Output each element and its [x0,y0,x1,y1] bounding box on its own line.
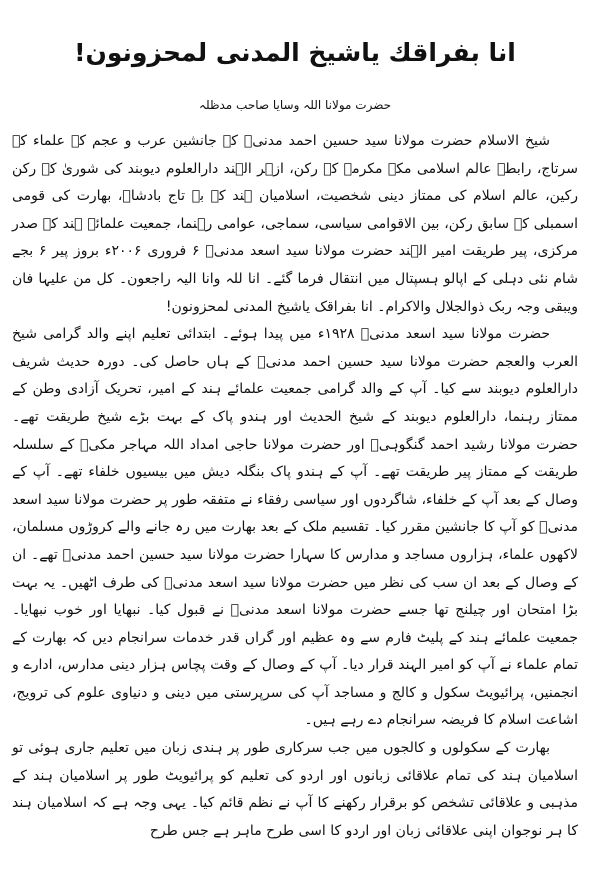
article-title: انا بفراقك ياشيخ المدنى لمحزونون! [74,38,516,67]
paragraph: حضرت مولانا سید اسعد مدنیؒ ۱۹۲۸ء میں پیدا ہوئے۔ ابتدائی تعلیم اپنے والد گرامی شیخ العرب والعجم حضرت مولانا سید حسین احمد مدنیؒ کے ہاں حاصل کی۔ دورہ حدیث شریف دارالعلوم دیوبند سے کیا۔ آپ کے والد گرامی جمعیت علمائے ہند کے امیر، تحریک آزادی وطن کے ممتاز رہنما، دارالعلوم دیوبند کے شیخ الحدیث اور ہندو پاک کے بہت بڑے شیخ طریقت تھے۔ حضرت مولانا رشید احمد گنگوہیؒ اور حضرت مولانا حاجی امداد اللہ مہاجر مکیؒ کے سلسلہ طریقت کے ممتاز پیر طریقت تھے۔ آپ کے ہندو پاک بنگلہ دیش میں بیسیوں خلفاء تھے۔ آپ کے وصال کے بعد آپ کے خلفاء، شاگردوں اور سیاسی رفقاء نے متفقہ طور پر حضرت مولانا سید اسعد مدنیؒ کو آپ کا جانشین مقرر کیا۔ تقسیم ملک کے بعد بھارت میں رہ جانے والے کروڑوں مسلمان، لاکھوں علماء، ہزاروں مساجد و مدارس کا سہارا حضرت مولانا سید حسین احمد مدنیؒ تھے۔ ان کے وصال کے بعد ان سب کی نظر میں حضرت مولانا سید اسعد مدنیؒ کی طرف اٹھیں۔ یہ بہت بڑا امتحان اور چیلنج تھا جسے حضرت مولانا اسعد مدنیؒ نے قبول کیا۔ نبھایا اور خوب نبھایا۔ جمعیت علمائے ہند کے پلیٹ فارم سے وہ عظیم اور گراں قدر خدمات سرانجام دیں کہ بھارت کے تمام علماء نے آپ کو امیر الہند قرار دیا۔ آپ کے وصال کے وقت پچاس ہزار دینی مدارس، ادارے و انجمنیں، پرائیویٹ سکول و کالج و مساجد آپ کی سرپرستی میں دینی و دنیاوی علوم کی ترویج، اشاعت اسلام کا فریضہ سرانجام دے رہے ہیں۔ [12,326,578,729]
article-body [12,128,578,845]
author-byline: حضرت مولانا اللہ وسایا صاحب مدظلہ [198,98,392,112]
paragraph: شیخ الاسلام حضرت مولانا سید حسین احمد مدنیؒ کے جانشین عرب و عجم کے علماء کے سرتاج، رابطہ عالم اسلامی مکہ مکرمہ کے رکن، ازہر الہند دارالعلوم دیوبند کی شوریٰ کے رکن رکین، عالم اسلام کی ممتاز دینی شخصیت، اسلامیان ہند کے بے تاج بادشاہ، بھارت کی قومی اسمبلی کے سابق رکن، بین الاقوامی سیاسی، سماجی، عوامی رہنما، جمعیت علمائے ہند کے صدر مرکزی، پیر طریقت امیر الہند حضرت مولانا سید اسعد مدنیؒ ۶ فروری ۲۰۰۶ء بروز پیر ۶ بجے شام نئی دہلی کے اپالو ہسپتال میں انتقال فرما گئے۔ انا للہ وانا الیہ راجعون۔ کل من علیہا فان ویبقی وجہ ربک ذوالجلال والاکرام۔ انا بفراقک یاشیخ المدنی لمحزونون! [12,133,579,315]
paragraph: بھارت کے سکولوں و کالجوں میں جب سرکاری طور پر ہندی زبان میں تعلیم جاری ہوئی تو اسلامیان ہند کی تمام علاقائی زبانوں اور اردو کی تعلیم کو پرائیویٹ طور پر اسلامیان ہند کے مذہبی و علاقائی تشخص کو برقرار رکھنے کا آپ نے نظم قائم کیا۔ یہی وجہ ہے کہ اسلامیان ہند کا ہر نوجوان اپنی علاقائی زبان اور اردو کا اسی طرح ماہر ہے جس طرح [12,740,578,839]
